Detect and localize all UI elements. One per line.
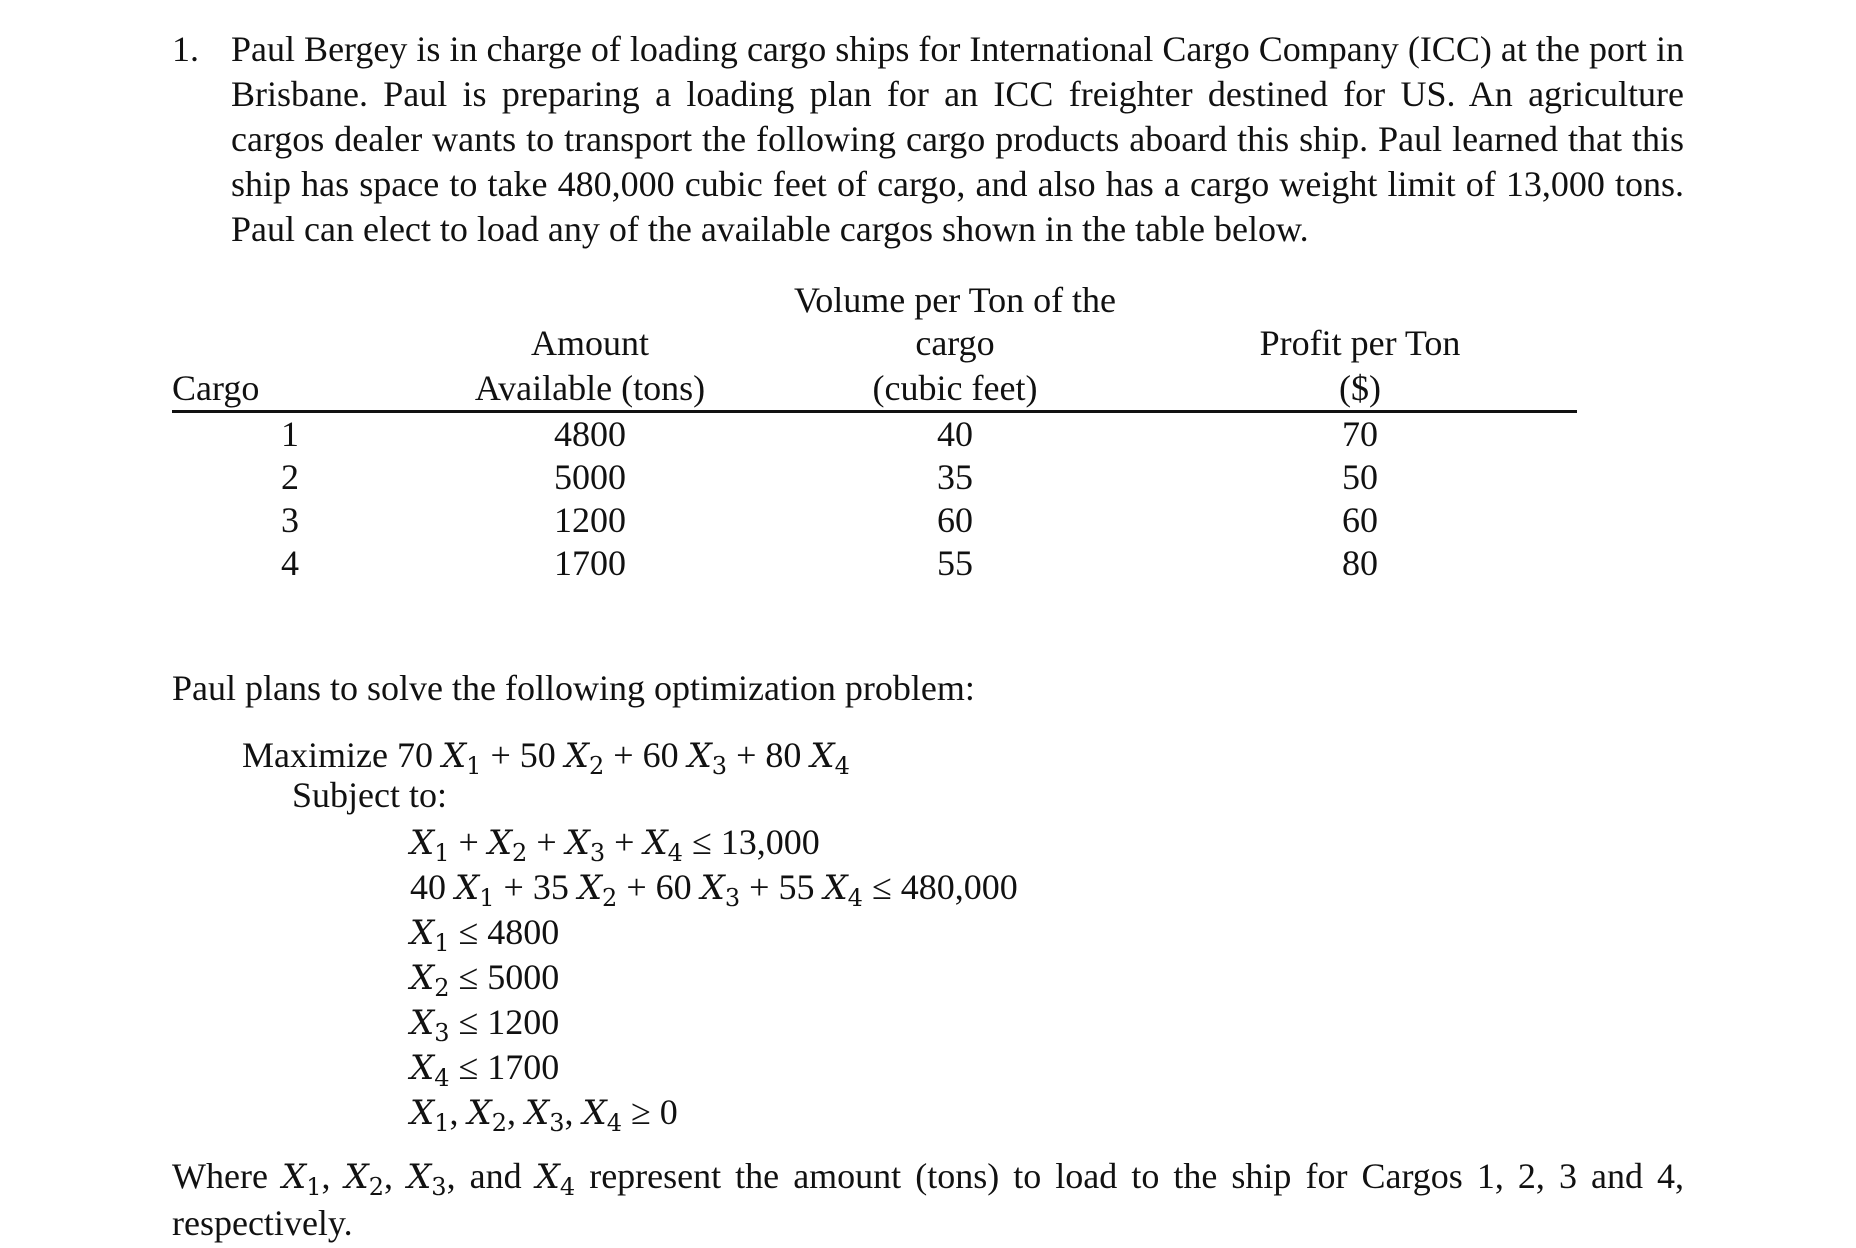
header-amount-line2: Available (tons) bbox=[474, 368, 706, 408]
cell-volume: 55 bbox=[937, 543, 973, 583]
cell-volume: 35 bbox=[937, 457, 973, 497]
cell-profit: 80 bbox=[1342, 543, 1378, 583]
subject-to-label: Subject to: bbox=[292, 775, 447, 815]
cell-amount: 5000 bbox=[554, 457, 626, 497]
constraint-x3: $X_3 \le 1200$ bbox=[410, 1002, 560, 1047]
volume-rhs: 480,000 bbox=[900, 867, 1018, 907]
variable-definition-text: represent the amount (tons) to load to the ship for Cargos 1, 2, 3 and 4, respectively. bbox=[172, 1156, 1685, 1243]
cell-cargo: 3 bbox=[281, 500, 299, 540]
x1-max: 4800 bbox=[487, 912, 560, 952]
cell-amount: 1200 bbox=[554, 500, 626, 540]
problem-intro: Paul plans to solve the following optimization problem: bbox=[172, 668, 975, 708]
obj-coef-3: 60 bbox=[642, 735, 679, 775]
header-profit-line2: ($) bbox=[1339, 368, 1381, 408]
obj-coef-1: 70 bbox=[396, 735, 433, 775]
question-paragraph: Paul Bergey is in charge of loading cargo ships for International Cargo Company (ICC) at the port in Brisbane. Paul is preparing a loading plan for an ICC freighter destined for US. An agriculture cargos dealer wants to transport the following cargo products aboard this ship. Paul learned that this ship has space to take 480,000 cubic feet of cargo, and also has a cargo weight limit of 13,000 tons. Paul can elect to load any of the available cargos shown in the table below. bbox=[231, 29, 1684, 249]
obj-coef-4: 80 bbox=[765, 735, 802, 775]
objective-function: Maximize 70 $X_1 + 50$ $X_2 + 60$ $X_3 + 80$ $X_4$ bbox=[242, 735, 850, 780]
obj-coef-2: 50 bbox=[519, 735, 556, 775]
header-cargo: Cargo bbox=[172, 368, 260, 408]
header-volume-line3: (cubic feet) bbox=[872, 368, 1038, 408]
constraint-x4: $X_4 \le 1700$ bbox=[410, 1047, 560, 1092]
constraint-x2: $X_2 \le 5000$ bbox=[410, 957, 560, 1002]
header-volume-line2: cargo bbox=[915, 323, 995, 363]
nonneg-rhs: 0 bbox=[659, 1092, 678, 1132]
cell-profit: 50 bbox=[1342, 457, 1378, 497]
cell-profit: 70 bbox=[1342, 414, 1378, 454]
variable-definition: Where $X_1$, $X_2$, $X_3$, and $X_4$ represent the amount (tons) to load to the ship for Cargos 1, 2, 3 and 4, respectively. bbox=[172, 1156, 1685, 1243]
maximize-word: Maximize bbox=[242, 735, 388, 775]
x4-max: 1700 bbox=[487, 1047, 560, 1087]
x2-max: 5000 bbox=[487, 957, 560, 997]
vol-coef-3: 60 bbox=[655, 867, 692, 907]
constraint-volume: 40 $X_1 + 35$ $X_2 + 60$ $X_3 + 55$ $X_4 \le 480,000$ bbox=[410, 867, 1018, 912]
cell-cargo: 4 bbox=[281, 543, 299, 583]
header-volume-line1: Volume per Ton of the bbox=[793, 280, 1117, 320]
vol-coef-1: 40 bbox=[410, 867, 446, 907]
x3-max: 1200 bbox=[487, 1002, 560, 1042]
vol-coef-2: 35 bbox=[532, 867, 569, 907]
cell-cargo: 2 bbox=[281, 457, 299, 497]
cell-volume: 60 bbox=[937, 500, 973, 540]
header-amount-line1: Amount bbox=[530, 323, 649, 363]
weight-rhs: 13,000 bbox=[720, 822, 820, 862]
cell-profit: 60 bbox=[1342, 500, 1378, 540]
constraint-weight: $X_1 + X_2 + X_3 + X_4 \le 13,000$ bbox=[410, 822, 820, 867]
constraint-nonnegativity: $X_1$, $X_2$, $X_3$, $X_4 \ge 0$ bbox=[410, 1092, 678, 1137]
constraint-x1: $X_1 \le 4800$ bbox=[410, 912, 560, 957]
vol-coef-4: 55 bbox=[778, 867, 815, 907]
where-word: Where bbox=[172, 1156, 268, 1196]
cell-amount: 1700 bbox=[554, 543, 626, 583]
cell-amount: 4800 bbox=[554, 414, 626, 454]
cell-cargo: 1 bbox=[281, 414, 299, 454]
question-number: 1. bbox=[172, 29, 199, 69]
header-profit-line1: Profit per Ton bbox=[1259, 323, 1461, 363]
cell-volume: 40 bbox=[937, 414, 973, 454]
